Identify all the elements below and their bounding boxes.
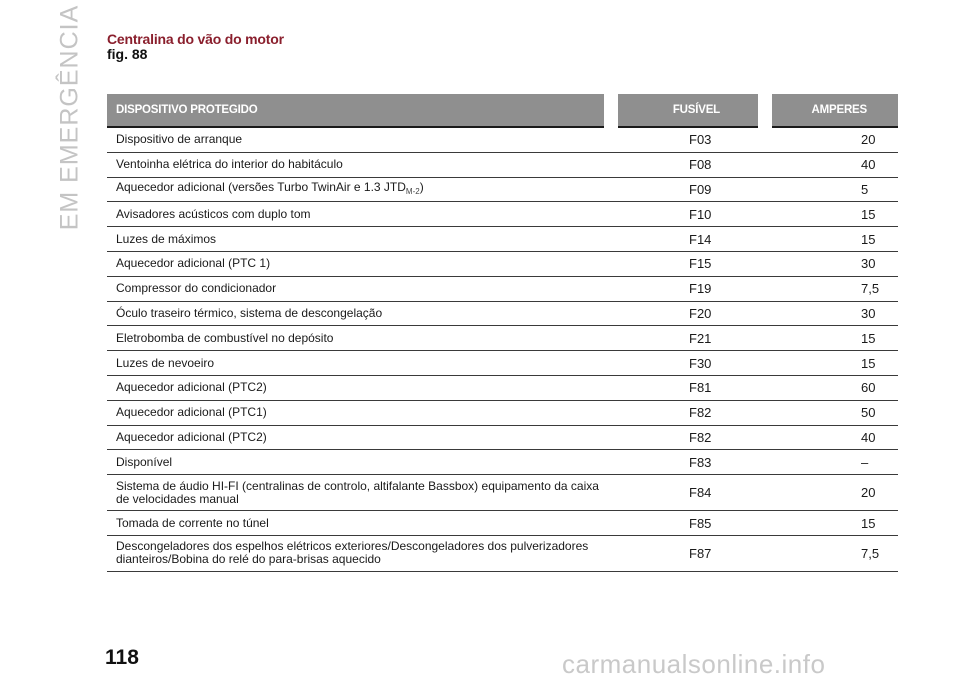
- device-cell: Aquecedor adicional (PTC 1): [107, 251, 611, 276]
- table-row: [107, 375, 898, 400]
- amps-cell: 50: [765, 400, 898, 425]
- device-text-line-2: dianteiros/Bobina do relé do para-brisas aquecido: [116, 552, 381, 567]
- header-fuse: FUSÍVEL: [611, 94, 765, 127]
- amps-cell: 15: [765, 511, 898, 536]
- device-text: Aquecedor adicional (versões Turbo TwinAir e 1.3 JTD: [116, 179, 406, 194]
- amps-cell: 30: [765, 301, 898, 326]
- section-side-label: [52, 4, 88, 230]
- device-cell: [107, 177, 611, 202]
- fuse-cell: F03: [611, 127, 765, 152]
- amps-cell: 15: [765, 202, 898, 227]
- table-header-row: [107, 94, 898, 127]
- device-cell: [107, 475, 611, 511]
- table-row: [107, 400, 898, 425]
- table-row: [107, 177, 898, 202]
- table-row: [107, 475, 898, 511]
- device-cell: Tomada de corrente no túnel: [107, 511, 611, 536]
- fuse-cell: F09: [611, 177, 765, 202]
- section-title: Centralina do vão do motor: [107, 31, 284, 47]
- header-amps: AMPERES: [765, 94, 898, 127]
- device-cell: Dispositivo de arranque: [107, 127, 611, 152]
- device-cell: Ventoinha elétrica do interior do habitáculo: [107, 152, 611, 177]
- version-note: M-2: [405, 186, 420, 196]
- device-cell: Disponível: [107, 450, 611, 475]
- fuse-cell: F30: [611, 351, 765, 376]
- fuse-cell: F10: [611, 202, 765, 227]
- table-row: [107, 127, 898, 152]
- table-row: [107, 450, 898, 475]
- fuse-cell: F20: [611, 301, 765, 326]
- fuse-cell: F14: [611, 227, 765, 252]
- side-label-text: EM EMERGÊNCIA: [55, 4, 84, 230]
- device-text-line-1: Descongeladores dos espelhos elétricos exteriores/Descongeladores dos pulverizadores: [116, 539, 589, 554]
- device-cell: [107, 535, 611, 571]
- fuse-cell: F82: [611, 425, 765, 450]
- page-number: 118: [105, 646, 139, 669]
- device-text-tail: ): [419, 179, 424, 194]
- amps-cell: –: [765, 450, 898, 475]
- table-row: [107, 276, 898, 301]
- device-cell: Óculo traseiro térmico, sistema de descongelação: [107, 301, 611, 326]
- amps-cell: 60: [765, 375, 898, 400]
- fuse-cell: F08: [611, 152, 765, 177]
- device-cell: Aquecedor adicional (PTC2): [107, 375, 611, 400]
- fuse-cell: F83: [611, 450, 765, 475]
- table-row: [107, 351, 898, 376]
- fuse-cell: F84: [611, 475, 765, 511]
- device-text-line-2: de velocidades manual: [116, 491, 239, 506]
- fuse-cell: F19: [611, 276, 765, 301]
- amps-cell: 15: [765, 351, 898, 376]
- fuse-cell: F15: [611, 251, 765, 276]
- fuse-table: [107, 94, 898, 572]
- table-row: [107, 326, 898, 351]
- amps-cell: 40: [765, 425, 898, 450]
- device-cell: Aquecedor adicional (PTC1): [107, 400, 611, 425]
- device-cell: Avisadores acústicos com duplo tom: [107, 202, 611, 227]
- table-row: [107, 511, 898, 536]
- amps-cell: 7,5: [765, 535, 898, 571]
- fuse-cell: F82: [611, 400, 765, 425]
- table-row: [107, 152, 898, 177]
- table-row: [107, 535, 898, 571]
- amps-cell: 7,5: [765, 276, 898, 301]
- table-row: [107, 251, 898, 276]
- header-device: DISPOSITIVO PROTEGIDO: [107, 94, 611, 127]
- fuse-cell: F81: [611, 375, 765, 400]
- amps-cell: 15: [765, 326, 898, 351]
- device-cell: Luzes de nevoeiro: [107, 351, 611, 376]
- amps-cell: 40: [765, 152, 898, 177]
- table-row: [107, 227, 898, 252]
- fuse-cell: F21: [611, 326, 765, 351]
- amps-cell: 20: [765, 475, 898, 511]
- table-row: [107, 202, 898, 227]
- amps-cell: 15: [765, 227, 898, 252]
- device-cell: Eletrobomba de combustível no depósito: [107, 326, 611, 351]
- table-row: [107, 301, 898, 326]
- device-cell: Aquecedor adicional (PTC2): [107, 425, 611, 450]
- amps-cell: 30: [765, 251, 898, 276]
- table-row: [107, 425, 898, 450]
- device-text-line-1: Sistema de áudio HI-FI (centralinas de controlo, altifalante Bassbox) equipamento da caixa: [116, 478, 599, 493]
- fuse-cell: F87: [611, 535, 765, 571]
- site-watermark: carmanualsonline.info: [562, 649, 826, 679]
- device-cell: Luzes de máximos: [107, 227, 611, 252]
- fuse-cell: F85: [611, 511, 765, 536]
- device-cell: Compressor do condicionador: [107, 276, 611, 301]
- amps-cell: 5: [765, 177, 898, 202]
- amps-cell: 20: [765, 127, 898, 152]
- figure-reference: fig. 88: [107, 46, 148, 62]
